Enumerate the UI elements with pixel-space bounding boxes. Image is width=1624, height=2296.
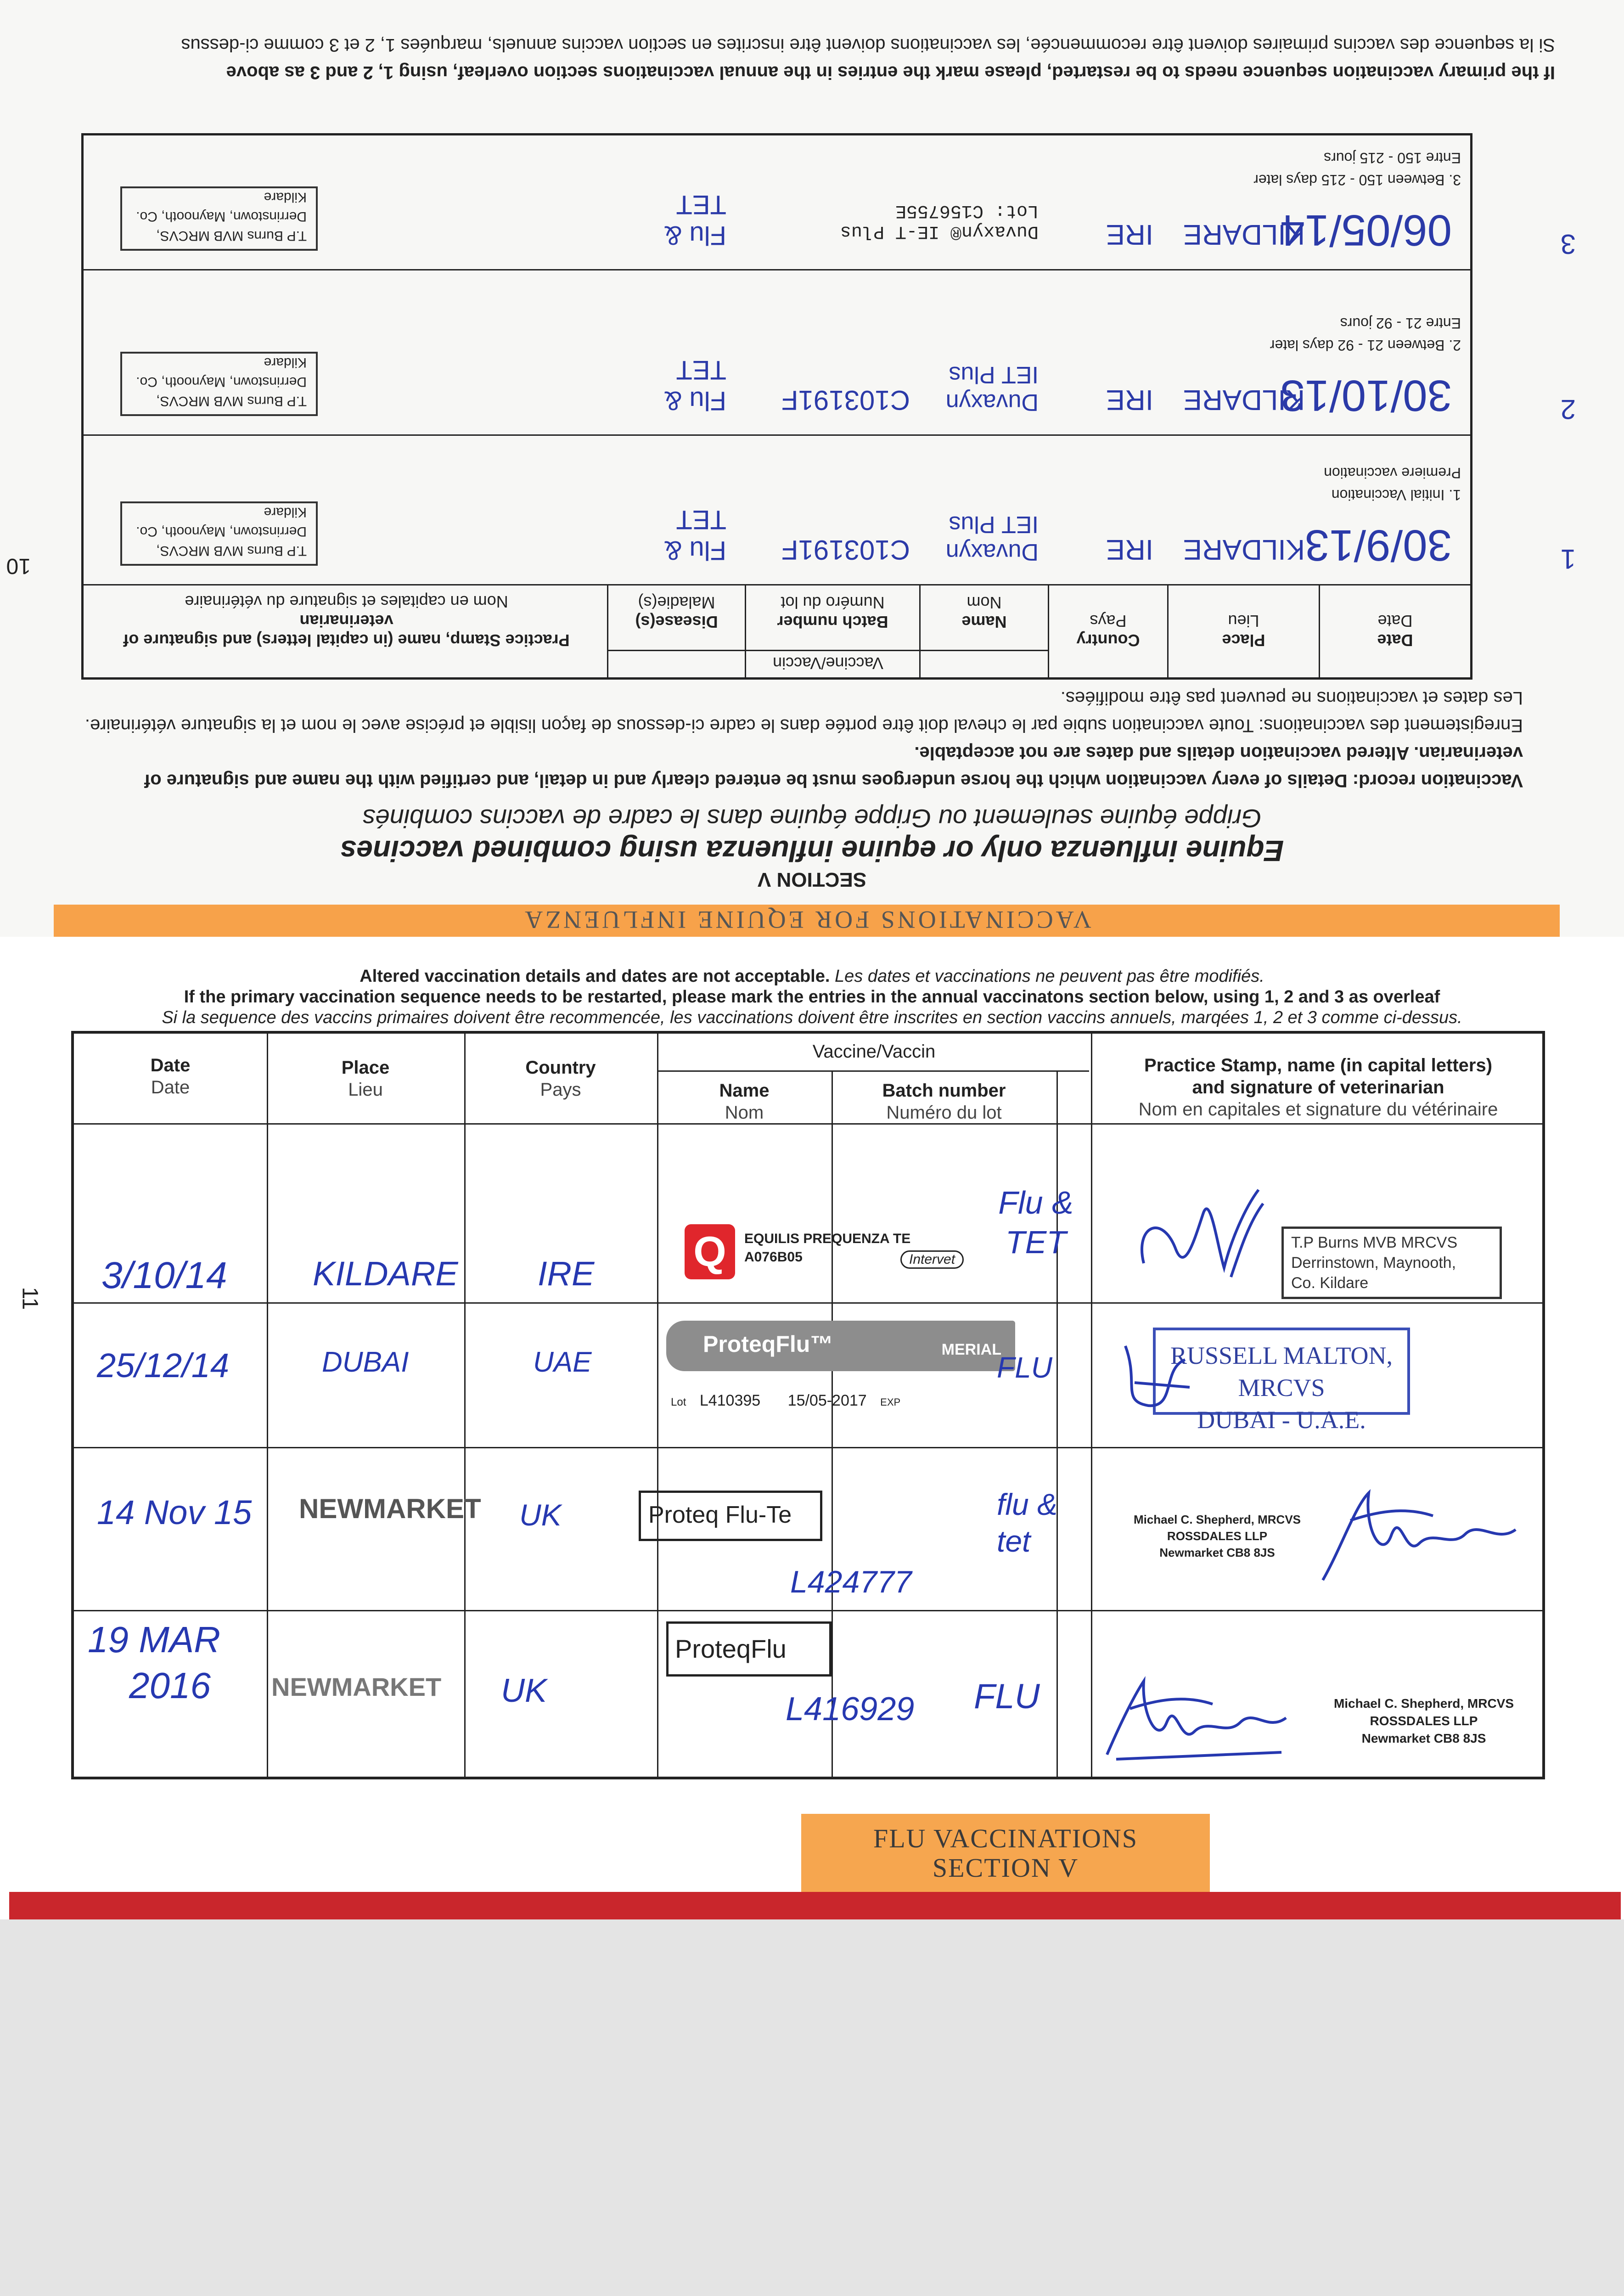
row3-product-sticker: Proteq Flu-Te [639,1491,822,1541]
row4-vet-stamp: Michael C. Shepherd, MRCVS ROSSDALES LLP Newmarket CB8 8JS [1333,1696,1514,1745]
q-logo-icon: Q [685,1224,735,1279]
p10-margin-number: 1 [1560,544,1576,574]
p10-vet-stamp: T.P Burns MVB MRCVS, Derrinstown, Maynooth, Co. Kildare [120,501,318,566]
section-label: SECTION V [757,868,867,891]
altered-notice [0,967,1624,986]
row2-vet-stamp: RUSSELL MALTON, MRCVS DUBAI - U.A.E. [1153,1328,1410,1415]
page-10-upside-down [0,0,1624,937]
row2-lot: Lot L410395 15/05-2017 EXP [671,1392,901,1409]
tab-line-2: SECTION V [932,1853,1079,1883]
stripe-title: VACCINATIONS FOR EQUINE INFLUENZA [522,906,1091,934]
row1-place: KILDARE [313,1255,458,1293]
proteqflu-label: ProteqFlu™ MERIAL [666,1321,1015,1371]
p10-vaccine-label: Duvaxyn® IE-T Plus Lot: C156755E [840,200,1039,242]
grid-line [832,1070,833,1777]
p10-country: IRE [1106,534,1153,565]
row4-signature-icon [1098,1667,1295,1768]
header-date: Date Date [150,1055,191,1097]
row4-country: UK [501,1672,547,1709]
record-fr: Enregistement des vaccinations: Toute vaccination subie par le cheval doit être portée dans le cadre ci-dessous de façon lisible et précise avec le nom et la signature vétérinaire. Les dates et vaccinations ne peuvent pas être modifiées. [84,688,1523,736]
p10-row-label: 2. Between 21 - 92 days later Entre 21 - 92 jours [1270,315,1461,354]
row2-place: DUBAI [322,1346,409,1378]
row1-batch: A076B05 [744,1249,803,1265]
p10-header-disease: Disease(s) Maladie(s) [607,585,745,677]
p10-country: IRE [1106,384,1153,416]
page-number-10: 10 [6,554,31,578]
record-instructions [81,684,1523,794]
altered-en: Altered vaccination details and dates are not acceptable. [360,967,830,986]
p10-vaccine-name: Duvaxyn IET Plus [945,511,1039,565]
row2-signature-icon [1112,1328,1203,1419]
page-10-content [0,0,1624,937]
header-vaccine: Vaccine/Vaccin [812,1041,936,1062]
p10-vet-stamp: T.P Burns MVB MRCVS, Derrinstown, Maynooth, Co. Kildare [120,352,318,416]
tab-line-1: FLU VACCINATIONS [873,1823,1138,1853]
p10-header-date: Date Date [1319,585,1470,677]
p10-row-3 [84,136,1576,270]
p10-disease: Flu & TET [664,190,726,250]
p10-footer-en: If the primary vaccination sequence needs to be restarted, please mark the entries in the annual vaccinations section overleaf, using 1, 2 and 3 as above [226,62,1555,83]
p10-row-1 [84,434,1576,585]
primary-vaccination-table [81,133,1576,680]
grid-line [657,1070,1089,1072]
p10-disease: Flu & TET [664,355,726,416]
row2-date: 25/12/14 [97,1346,230,1384]
p10-batch: C103191F [781,385,910,416]
p10-margin-number: 2 [1560,394,1576,425]
row2-disease: FLU [997,1351,1052,1384]
grid-line [267,1034,268,1777]
grid-line [1091,1034,1092,1777]
p10-vaccine-name: Duvaxyn IET Plus [945,361,1039,416]
header-country: Country Pays [525,1058,596,1100]
row4-product-sticker: ProteqFlu [666,1621,832,1677]
row4-place: NEWMARKET [271,1672,442,1701]
p10-footer-fr: Si la sequence des vaccins primaires doivent être recommencée, les vaccinations doivent être inscrites en section vaccins annuels, marquées 1, 2 et 3 comme ci-dessus [181,35,1555,55]
row1-vet-stamp: T.P Burns MVB MRCVS Derrinstown, Maynooth, Co. Kildare [1281,1227,1502,1299]
p10-place: KILDARE [1183,219,1305,250]
p10-margin-number: 3 [1560,229,1576,259]
scan-background [0,1919,1624,2296]
row3-country: UK [519,1498,562,1532]
p10-place: KILDARE [1183,534,1305,565]
row1-disease: Flu & TET [998,1185,1073,1260]
grid-line [74,1610,1542,1611]
row3-place: NEWMARKET [299,1493,481,1524]
row3-vet-stamp: Michael C. Shepherd, MRCVS ROSSDALES LLP Newmarket CB8 8JS [1133,1513,1301,1559]
p10-header-country: Country Pays [1048,585,1167,677]
p10-batch: C103191F [781,535,910,565]
restart-notice-fr: Si la sequence des vaccins primaires doivent être recommencée, les vaccinations doivent être inscrites en section vaccins annuels, marqées 1, 2 et 3 comme ci-dessus. [162,1008,1462,1027]
row1-product: EQUILIS PREQUENZA TE [744,1231,911,1246]
intervet-logo: Intervet [900,1250,964,1269]
red-edge-band [9,1892,1621,1919]
row2-country: UAE [533,1346,592,1378]
row3-date: 14 Nov 15 [97,1493,252,1531]
row3-disease: flu & tet [997,1487,1058,1558]
header-stamp: Practice Stamp, name (in capital letters) and signature of veterinarian Nom en capitales et signature du vétérinaire [1138,1055,1498,1120]
row4-date: 19 MAR 2016 [88,1619,220,1706]
flu-vaccinations-tab [801,1814,1210,1896]
p10-header-batch: Batch number Numéro du lot [745,585,919,677]
row3-batch: L424777 [790,1564,912,1599]
p10-country: IRE [1106,219,1153,250]
header-name: Name Nom [719,1080,770,1123]
row4-batch: L416929 [786,1691,915,1728]
row1-signature-icon [1125,1171,1277,1295]
restart-notice-en: If the primary vaccination sequence needs to be restarted, please mark the entries in the annual vaccinatons section below, using 1, 2 and 3 as overleaf [184,987,1440,1007]
header-batch: Batch number Numéro du lot [882,1080,1006,1123]
p10-row-label: 3. Between 150 - 215 days later Entre 150 - 215 jours [1253,150,1461,188]
row1-date: 3/10/14 [101,1255,227,1296]
grid-line [74,1302,1542,1304]
grid-line [1056,1070,1058,1777]
p10-date: 06/05/14 [1280,206,1452,255]
p10-header-name: Name Nom [919,585,1048,677]
p10-row-2 [84,269,1576,436]
heading-fr: Grippe équine seulement ou Grippe équine dans le cadre de vaccins combinés [362,804,1262,833]
row1-country: IRE [538,1255,595,1293]
row3-signature-icon [1314,1479,1529,1598]
annual-vaccination-table [71,1031,1545,1779]
p10-header-place: Place Lieu [1167,585,1319,677]
p10-place: KILDARE [1183,384,1305,416]
row4-disease: FLU [974,1677,1040,1716]
grid-line [74,1447,1542,1448]
heading-en: Equine influenza only or equine influenza using combined vaccines [340,834,1284,867]
p10-disease: Flu & TET [664,505,726,565]
p10-vet-stamp: T.P Burns MVB MRCVS, Derrinstown, Maynooth, Co. Kildare [120,186,318,251]
p10-date: 30/10/13 [1280,371,1452,420]
p10-header-vaccine: Vaccine/Vaccin [607,650,1048,677]
header-place: Place Lieu [341,1058,390,1100]
p10-header-stamp: Practice Stamp, name (in capital letters) and signature of veterinarian Nom en capitales et signature du vétérinaire [123,592,570,650]
grid-line [464,1034,466,1777]
p10-row-label: 1. Initial Vaccination Premiere vaccination [1324,465,1461,503]
section-title-stripe [54,905,1560,937]
p10-date: 30/9/13 [1304,521,1452,570]
record-en: Vaccination record: Details of every vaccination which the horse undergoes must be entered clearly and in detail, and certified with the name and signature of veterinarian. Altered vaccination details and dates are not acceptable. [144,743,1523,791]
altered-fr: Les dates et vaccinations ne peuvent pas être modifiés. [835,967,1264,986]
grid-line [657,1034,658,1777]
page-number-11: 11 [17,1287,42,1310]
